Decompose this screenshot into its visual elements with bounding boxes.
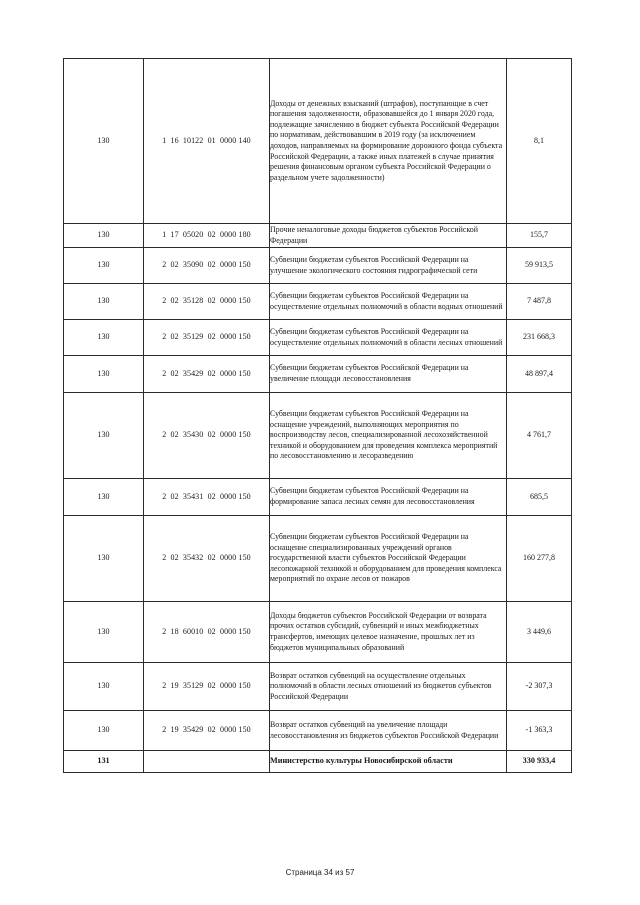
admin-code-cell: 130 <box>64 248 144 284</box>
admin-code-cell: 130 <box>64 356 144 393</box>
admin-code-cell: 130 <box>64 711 144 751</box>
table-row <box>64 59 572 224</box>
table-row <box>64 602 572 663</box>
revenue-name-cell: Субвенции бюджетам субъектов Российской Федерации на увеличение площади лесовосстановления <box>270 356 507 393</box>
revenue-name-cell: Субвенции бюджетам субъектов Российской Федерации на осуществление отдельных полномочий в области лесных отношений <box>270 320 507 356</box>
budget-code-cell: 2 02 35429 02 0000 150 <box>144 356 270 393</box>
amount-cell: 3 449,6 <box>507 602 572 663</box>
admin-code-cell: 130 <box>64 602 144 663</box>
budget-code-cell: 2 19 35129 02 0000 150 <box>144 663 270 711</box>
budget-code-cell: 2 02 35129 02 0000 150 <box>144 320 270 356</box>
admin-code-cell: 130 <box>64 59 144 224</box>
budget-code-cell: 2 02 35128 02 0000 150 <box>144 284 270 320</box>
amount-cell: -2 307,3 <box>507 663 572 711</box>
amount-cell: 155,7 <box>507 224 572 248</box>
amount-cell: 8,1 <box>507 59 572 224</box>
table-row <box>64 393 572 479</box>
admin-code-cell: 130 <box>64 320 144 356</box>
admin-code-cell: 130 <box>64 284 144 320</box>
revenue-name-cell: Доходы бюджетов субъектов Российской Федерации от возврата прочих остатков субсидий, субвенций и иных межбюджетных трансфертов, имеющих целевое назначение, прошлых лет из бюджетов муниципальных образований <box>270 602 507 663</box>
revenue-name-cell: Прочие неналоговые доходы бюджетов субъектов Российской Федерации <box>270 224 507 248</box>
amount-cell: -1 363,3 <box>507 711 572 751</box>
table-row <box>64 663 572 711</box>
admin-code-cell: 131 <box>64 751 144 773</box>
revenue-name-cell: Возврат остатков субвенций на осуществление отдельных полномочий в области лесных отношений из бюджетов субъектов Российской Федерации <box>270 663 507 711</box>
budget-code-cell: 2 02 35432 02 0000 150 <box>144 516 270 602</box>
revenue-name-cell: Субвенции бюджетам субъектов Российской Федерации на улучшение экологического состояния гидрографической сети <box>270 248 507 284</box>
table-row <box>64 711 572 751</box>
table-row-total <box>64 751 572 773</box>
revenue-name-cell: Доходы от денежных взысканий (штрафов), поступающие в счет погашения задолженности, образовавшейся до 1 января 2020 года, подлежащие зачислению в бюджет субъекта Российской Федерации по нормативам, действовавшим в 2019 году (за исключением доходов, направляемых на формирование дорожного фонда субъекта Российской Федерации, а также иных платежей в случае принятия решения финансовым органом субъекта Российской Федерации о раздельном учете задолженности) <box>270 59 507 224</box>
admin-code-cell: 130 <box>64 479 144 516</box>
table-row <box>64 224 572 248</box>
table-row <box>64 284 572 320</box>
amount-cell: 7 487,8 <box>507 284 572 320</box>
budget-code-cell: 1 16 10122 01 0000 140 <box>144 59 270 224</box>
revenue-name-cell: Возврат остатков субвенций на увеличение площади лесовосстановления из бюджетов субъектов Российской Федерации <box>270 711 507 751</box>
amount-cell: 48 897,4 <box>507 356 572 393</box>
revenue-name-cell: Субвенции бюджетам субъектов Российской Федерации на оснащение учреждений, выполняющих мероприятия по воспроизводству лесов, специализированной лесохозяйственной техникой и оборудованием для проведения комплекса мероприятий по лесовосстановлению и лесоразведению <box>270 393 507 479</box>
revenue-name-cell: Субвенции бюджетам субъектов Российской Федерации на осуществление отдельных полномочий в области водных отношений <box>270 284 507 320</box>
total-amount-cell: 330 933,4 <box>507 751 572 773</box>
table-row <box>64 248 572 284</box>
revenue-name-cell: Субвенции бюджетам субъектов Российской Федерации на формирование запаса лесных семян для лесовосстановления <box>270 479 507 516</box>
admin-code-cell: 130 <box>64 516 144 602</box>
table-row <box>64 516 572 602</box>
admin-code-cell: 130 <box>64 224 144 248</box>
budget-code-cell <box>144 751 270 773</box>
amount-cell: 4 761,7 <box>507 393 572 479</box>
revenue-table <box>63 58 572 773</box>
amount-cell: 685,5 <box>507 479 572 516</box>
revenue-name-cell: Субвенции бюджетам субъектов Российской Федерации на оснащение специализированных учреждений органов государственной власти субъектов Российской Федерации лесопожарной техникой и оборудованием для проведения комплекса мероприятий по охране лесов от пожаров <box>270 516 507 602</box>
admin-code-cell: 130 <box>64 663 144 711</box>
amount-cell: 59 913,5 <box>507 248 572 284</box>
page-number: Страница 34 из 57 <box>285 868 355 877</box>
table-row <box>64 320 572 356</box>
admin-code-cell: 130 <box>64 393 144 479</box>
table-row <box>64 479 572 516</box>
amount-cell: 231 668,3 <box>507 320 572 356</box>
budget-code-cell: 2 02 35431 02 0000 150 <box>144 479 270 516</box>
budget-code-cell: 1 17 05020 02 0000 180 <box>144 224 270 248</box>
budget-code-cell: 2 18 60010 02 0000 150 <box>144 602 270 663</box>
ministry-name-cell: Министерство культуры Новосибирской области <box>270 751 507 773</box>
budget-code-cell: 2 02 35430 02 0000 150 <box>144 393 270 479</box>
amount-cell: 160 277,8 <box>507 516 572 602</box>
budget-code-cell: 2 19 35429 02 0000 150 <box>144 711 270 751</box>
table-row <box>64 356 572 393</box>
budget-code-cell: 2 02 35090 02 0000 150 <box>144 248 270 284</box>
